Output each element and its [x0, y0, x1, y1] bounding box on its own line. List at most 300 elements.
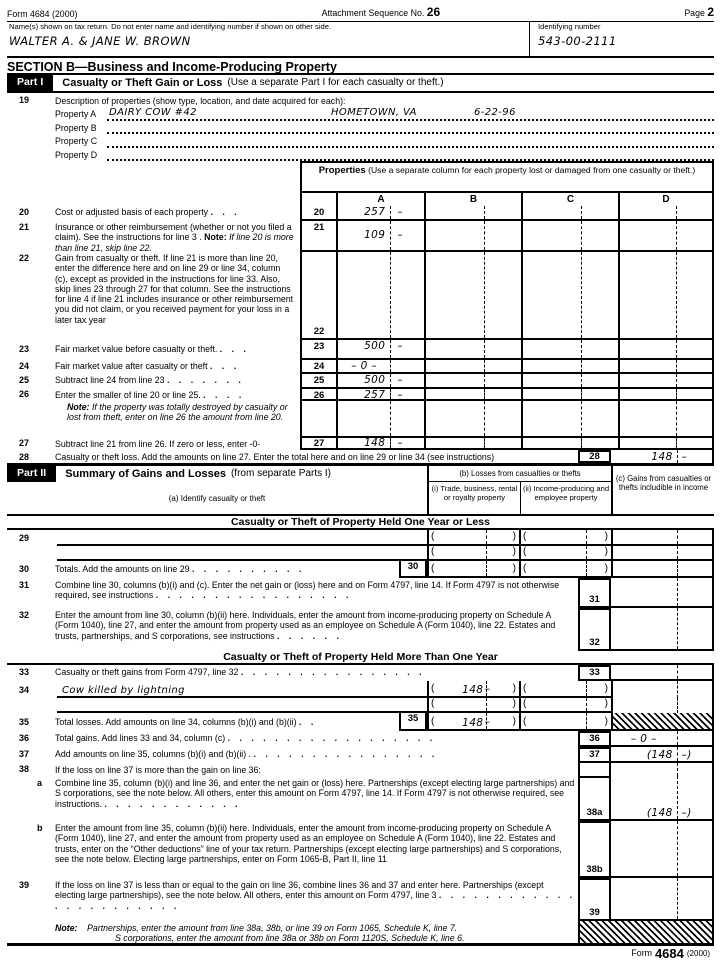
line-25-dots: . . . . . . . [167, 375, 242, 385]
open-paren: ( [431, 563, 435, 575]
line-36-box: 36 [578, 731, 611, 747]
cents-divider [426, 206, 485, 219]
line-23-a-dollars: 500 [338, 340, 391, 358]
line-33-row [7, 665, 714, 681]
identifying-number-value: 543-00-2111 [538, 33, 617, 48]
line-20-a-dollars: 257 [338, 206, 391, 219]
cents-divider [611, 665, 678, 679]
cents-divider [523, 206, 582, 219]
cents-divider [620, 340, 677, 358]
cents-divider [613, 681, 678, 698]
line-19 [7, 93, 714, 107]
cents-divider [611, 821, 678, 876]
cents-divider [426, 438, 485, 448]
line-34-b1-1[interactable] [427, 681, 519, 698]
cents-divider [611, 578, 678, 606]
open-paren: ( [523, 546, 527, 558]
line-27-amount-b[interactable] [424, 438, 521, 448]
line-34-b2-1[interactable] [519, 681, 611, 698]
line-21-amount-b[interactable] [424, 221, 521, 250]
line-30-row [7, 561, 714, 578]
line-27-number: 27 [19, 438, 30, 448]
line-29-b2-1[interactable] [519, 530, 611, 546]
line-36-number: 36 [19, 733, 30, 743]
line-24-desc [7, 360, 300, 374]
open-paren: ( [523, 698, 527, 710]
line-32-box: 32 [578, 608, 611, 651]
line-37-dollars: (148 [611, 747, 678, 761]
open-paren: ( [523, 563, 527, 575]
cents-divider [426, 389, 485, 399]
bottom-note-row [7, 921, 714, 946]
line-25-a-dollars: 500 [338, 374, 391, 387]
cents-divider [523, 252, 582, 338]
line-35-row [7, 713, 714, 731]
line-37-text: Add amounts on line 35, columns (b)(i) and (b)(ii) . [55, 749, 252, 759]
line-27-row [7, 438, 714, 450]
line-25-box: 25 [300, 374, 336, 387]
line-38-row [7, 763, 714, 776]
line-34-entry: Cow killed by lightning [62, 685, 185, 697]
column-header-spacer [300, 193, 336, 206]
line-20-number: 20 [19, 207, 30, 217]
line-36-dollars: – 0 – [611, 731, 678, 745]
line-27-cells [300, 438, 714, 450]
line-35-text: Total losses. Add amounts on line 34, columns (b)(i) and (b)(ii) [55, 717, 297, 727]
line-22-amount-a[interactable] [336, 252, 424, 338]
cents-divider [620, 252, 677, 338]
line-39-dots: . . . . . . . . . . . . . . . . . . . . . . . [55, 890, 574, 911]
line-26-amount-b[interactable] [424, 389, 521, 399]
line-35-c-hatched [611, 713, 714, 731]
line-38-number: 38 [19, 764, 30, 774]
line-22-cells [300, 252, 714, 340]
part1-title: Casualty or Theft Gain or Loss [62, 76, 223, 89]
identifying-number-block [529, 22, 714, 56]
line-22-box: 22 [300, 252, 336, 338]
property-d-line[interactable] [107, 148, 714, 162]
line-20-amount-a[interactable] [336, 206, 424, 219]
cents-divider [426, 374, 485, 387]
line-25-amount-d[interactable] [618, 374, 714, 387]
column-header-b: B [424, 193, 521, 206]
spacer-d [618, 401, 714, 436]
line-29-c-1[interactable] [611, 530, 714, 546]
cents-divider [620, 374, 677, 387]
close-paren: ) [604, 546, 608, 558]
line-26-a-cents: – [397, 389, 403, 401]
line-34-b1-2[interactable] [427, 698, 519, 713]
line-38a-dots: . . . . . . . . . . . . [104, 798, 239, 809]
line-29-row-1 [7, 530, 714, 546]
line-34-identify-1[interactable] [7, 681, 427, 698]
line-26-number: 26 [19, 389, 30, 399]
line-38b-amount[interactable] [611, 821, 714, 878]
page-header [7, 6, 714, 22]
attachment-label: Attachment Sequence No. [321, 7, 425, 18]
property-b-line[interactable] [107, 121, 714, 135]
line-34-b1-cents: – [484, 682, 491, 695]
spacer-box [300, 401, 336, 436]
cents-divider [529, 698, 587, 711]
name-id-block [7, 22, 714, 58]
line-24-amount-a[interactable] [336, 360, 424, 372]
property-d-row [7, 148, 714, 162]
cents-divider [620, 360, 677, 372]
line-27-box: 27 [300, 438, 336, 448]
footer-form-year: (2000) [686, 948, 710, 958]
cents-divider [529, 713, 587, 729]
band-one-year-or-less: Casualty or Theft of Property Held One Year or Less [7, 516, 714, 530]
line-38-corridor-box [578, 763, 611, 776]
line-25-amount-c[interactable] [521, 374, 618, 387]
line-26-dots: . . . . [203, 390, 243, 400]
bottom-hatched-area [578, 921, 714, 943]
part1-subtitle: (Use a separate Part I for each casualty or theft.) [227, 77, 444, 89]
cents-divider [523, 221, 582, 250]
line-39-box: 39 [578, 878, 611, 921]
line-39-amount[interactable] [611, 878, 714, 921]
identifying-number-label: Identifying number [538, 22, 601, 31]
cents-divider [529, 530, 587, 544]
line-35-b2[interactable] [519, 713, 611, 731]
line-36-amount[interactable] [611, 731, 714, 747]
line-28-desc [7, 450, 578, 463]
line-29-b2-2[interactable] [519, 546, 611, 561]
line-24-dots: . . . [210, 361, 238, 371]
line-35-dots: . . [299, 717, 315, 727]
line-30-box: 30 [399, 559, 427, 578]
line-27-desc [7, 438, 300, 450]
line-37-cents: –) [681, 748, 692, 761]
line-38b-desc [7, 821, 578, 878]
property-b-row [7, 121, 714, 135]
line-34-b2-2[interactable] [519, 698, 611, 713]
line-31-desc [7, 578, 578, 608]
line-21-box: 21 [300, 221, 336, 250]
page-number: 2 [707, 4, 714, 19]
line-35-b1-cents: – [484, 715, 491, 728]
column-a-header: (a) Identify casualty or theft [168, 494, 266, 504]
line-31-amount[interactable] [611, 578, 714, 608]
close-paren: ) [512, 563, 516, 575]
property-a-location: HOMETOWN, VA [331, 106, 417, 118]
open-paren: ( [523, 683, 527, 695]
line-34-c-2[interactable] [611, 698, 714, 713]
line-23-row [7, 340, 714, 360]
open-paren: ( [431, 716, 435, 728]
line-26-amount-a[interactable] [336, 389, 424, 399]
line-20-amount-b[interactable] [424, 206, 521, 219]
cents-area [582, 206, 618, 219]
line-20-amount-c[interactable] [521, 206, 618, 219]
line-24-amount-c[interactable] [521, 360, 618, 372]
line-19-number: 19 [19, 95, 30, 105]
line-29-b1-1[interactable] [427, 530, 519, 546]
line-26-spacer-cells [300, 401, 714, 438]
line-25-amount-a[interactable] [336, 374, 424, 387]
part2-badge: Part II [7, 466, 56, 481]
close-paren: ) [512, 546, 516, 558]
property-a-label: Property A [55, 109, 97, 120]
line-29-c-2[interactable] [611, 546, 714, 561]
line-26-desc [7, 389, 300, 401]
line-33-amount[interactable] [611, 665, 714, 681]
line-38a-box: 38a [578, 776, 611, 821]
line-38a-letter: a [37, 778, 43, 788]
cents-divider [620, 438, 677, 448]
line-23-dots: . . . [219, 344, 248, 354]
line-25-text: Subtract line 24 from line 23 [55, 375, 165, 385]
cents-area [677, 206, 712, 219]
line-20-row [7, 206, 714, 221]
property-a-date: 6-22-96 [474, 106, 516, 118]
line-24-amount-d[interactable] [618, 360, 714, 372]
close-paren: ) [512, 716, 516, 728]
line-39-text: If the loss on line 37 is less than or equal to the gain on line 36, combine lines 36 and 37 and enter here. Partnerships (except electing large partnerships), see the note below. All others, enter this amount on Form 4797, line 3 [55, 880, 544, 901]
cents-divider [523, 438, 582, 448]
open-paren: ( [523, 531, 527, 543]
line-33-dots: . . . . . . . . . . . . . . . . [240, 667, 423, 677]
line-24-amount-b[interactable] [424, 360, 521, 372]
line-21-text: Insurance or other reimbursement (whether or not you filed a claim). See the instructions for line 3 . [55, 222, 292, 243]
line-34-identify-2[interactable] [7, 698, 427, 713]
property-a-line[interactable] [107, 107, 714, 121]
line-21-number: 21 [19, 222, 30, 232]
line-26-amount-d[interactable] [618, 389, 714, 399]
properties-table-header [300, 161, 714, 191]
footer-form-number: 4684 [654, 945, 684, 961]
line-34-c-1[interactable] [611, 681, 714, 698]
line-35-b1[interactable] [427, 713, 519, 731]
line-21-cells [300, 221, 714, 252]
line-21-amount-a[interactable] [336, 221, 424, 250]
page-footer [7, 946, 714, 961]
taxpayer-name: WALTER A. & JANE W. BROWN [9, 33, 191, 48]
line-37-number: 37 [19, 749, 30, 759]
open-paren: ( [431, 698, 435, 710]
line-27-a-cents: – [397, 437, 403, 449]
line-21-row [7, 221, 714, 252]
line-35-number: 35 [19, 717, 30, 727]
line-26-note-block [7, 401, 300, 438]
line-33-box: 33 [578, 665, 611, 681]
line-31-text: Combine line 30, columns (b)(i) and (c). Enter the net gain or (loss) here and on Form 4797, line 14. If Form 4797 is not otherwise required, see instructions [55, 580, 560, 601]
name-label: Name(s) shown on tax return. Do not enter name and identifying number if shown on other side. [9, 22, 332, 31]
cents-divider [426, 252, 485, 338]
cents-divider [620, 206, 677, 219]
open-paren: ( [523, 716, 527, 728]
part2-left-header [7, 466, 427, 514]
band-more-than-one-year: Casualty or Theft of Property Held More Than One Year [7, 651, 714, 665]
cents-divider [338, 252, 391, 338]
line-37-dots: . . . . . . . . . . . . . . . . [253, 749, 436, 759]
close-paren: ) [604, 716, 608, 728]
line-32-dots: . . . . . . [277, 630, 340, 641]
cents-divider [611, 608, 678, 649]
line-20-text: Cost or adjusted basis of each property [55, 207, 209, 217]
line-29-identify-1[interactable] [7, 530, 427, 546]
line-28-row [7, 450, 714, 466]
part2-header-bar [7, 466, 427, 482]
line-34-row-2 [7, 698, 714, 713]
line-36-row [7, 731, 714, 747]
line-31-number: 31 [19, 580, 30, 590]
cents-divider [523, 360, 582, 372]
line-32-number: 32 [19, 610, 30, 620]
line-36-desc [7, 731, 578, 747]
cents-divider [338, 401, 391, 436]
cents-divider [529, 561, 587, 576]
properties-header-title: Properties [318, 165, 366, 176]
line-22-amount-c[interactable] [521, 252, 618, 338]
line-32-desc [7, 608, 578, 651]
line-26-row [7, 389, 714, 401]
cents-divider [613, 546, 678, 559]
close-paren: ) [512, 698, 516, 710]
column-b1-header: (i) Trade, business, rental or royalty property [431, 484, 518, 502]
line-30-number: 30 [19, 564, 30, 574]
line-26-a-dollars: 257 [338, 389, 391, 399]
line-30-b1[interactable] [427, 561, 519, 578]
line-22-amount-d[interactable] [618, 252, 714, 338]
line-26-cells [300, 389, 714, 401]
line-38a-row [7, 776, 714, 821]
property-c-line[interactable] [107, 134, 714, 148]
line-29-number: 29 [19, 533, 30, 543]
line-38a-amount[interactable] [611, 776, 714, 821]
line-23-amount-d[interactable] [618, 340, 714, 358]
line-28-amount[interactable] [611, 450, 714, 463]
line-30-dots: . . . . . . . . . . [191, 564, 303, 574]
line-21-note-label: Note: [204, 232, 227, 243]
line-22-row [7, 252, 714, 340]
line-25-amount-b[interactable] [424, 374, 521, 387]
form-id: Form 4684 (2000) [7, 8, 78, 19]
column-b2-header: (ii) Income-producing and employee property [520, 482, 611, 516]
cents-divider [613, 561, 678, 576]
line-30-c[interactable] [611, 561, 714, 578]
line-36-text: Total gains. Add lines 33 and 34, column (c) [55, 733, 226, 743]
line-20-a-cents: – [397, 206, 403, 218]
line-38-desc [7, 763, 578, 776]
line-26-note-row [7, 401, 714, 438]
cents-divider [437, 546, 487, 559]
line-34-b1-dollars: 148 [437, 681, 487, 696]
line-32-text: Enter the amount from line 30, column (b)(ii) here. Individuals, enter the amount from income-producing property on Schedule A (Form 1040), line 27, and enter the amount from property used as an employee on Schedule A (Form 1040), line 22. Estates and trusts, partnerships, and S corporations, see instructions [55, 610, 556, 641]
spacer-a [336, 401, 424, 436]
part2-title: Summary of Gains and Losses [65, 467, 226, 480]
line-33-desc [7, 665, 578, 681]
part1-header-bar [7, 75, 714, 93]
line-34-number: 34 [19, 685, 30, 695]
line-22-desc [7, 252, 300, 340]
line-29-b1-2[interactable] [427, 546, 519, 561]
line-30-text: Totals. Add the amounts on line 29 [55, 564, 190, 574]
line-39-row [7, 878, 714, 921]
line-23-amount-b[interactable] [424, 340, 521, 358]
property-b-label: Property B [55, 122, 97, 133]
line-28-text: Casualty or theft loss. Add the amounts on line 27. Enter the total here and on line 29 or line 34 (see instructions) [55, 452, 495, 462]
line-32-amount[interactable] [611, 608, 714, 651]
column-b-subheaders [429, 482, 611, 516]
properties-header-note: (Use a separate column for each property lost or damaged from one casualty or theft.) [368, 165, 696, 175]
line-31-row [7, 578, 714, 608]
line-27-amount-d[interactable] [618, 438, 714, 448]
line-24-number: 24 [19, 361, 30, 371]
close-paren: ) [604, 531, 608, 543]
note-line-2: S corporations, enter the amount from line 38a or 38b on Form 1120S, Schedule K, line 6. [115, 933, 465, 944]
line-26-amount-c[interactable] [521, 389, 618, 399]
line-25-row [7, 374, 714, 389]
column-header-d: D [618, 193, 714, 206]
line-29-identify-2[interactable] [7, 546, 427, 561]
line-27-amount-a[interactable] [336, 438, 424, 448]
line-21-a-dollars: 109 [338, 221, 391, 250]
line-25-a-cents: – [397, 374, 403, 386]
line-21-amount-c[interactable] [521, 221, 618, 250]
cents-divider [426, 221, 485, 250]
close-paren: ) [604, 563, 608, 575]
line-28-cents: – [681, 450, 688, 463]
cents-divider [523, 374, 582, 387]
line-38a-text: Combine line 35, column (b)(i) and line 36, and enter the net gain or (loss) here. Partnerships (except electing large partnerships) and S corporations, see the note below. All others, enter this amount on Form 4797, line 14. If Form 4797 is not otherwise required, see instructions. [55, 778, 575, 809]
line-25-desc [7, 374, 300, 389]
line-38b-row [7, 821, 714, 878]
line-38b-text: Enter the amount from line 35, column (b)(ii) here. Individuals, enter the amount from income-producing property on Schedule A (Form 1040), line 27, and enter the amount from property used as an employee on Schedule A (Form 1040), line 22. Estates and trusts, enter on the “Other deductions” line of your tax return. Partnerships (except electing large partnerships) and S corporations, see the note below. Electing large partnerships, enter on Form 1065-B, Part II, line 11 [55, 823, 562, 864]
line-27-amount-c[interactable] [521, 438, 618, 448]
line-38b-letter: b [37, 823, 43, 833]
property-a-row [7, 107, 714, 121]
line-22-amount-b[interactable] [424, 252, 521, 338]
cents-divider [611, 878, 678, 919]
line-26-box: 26 [300, 389, 336, 399]
line-21-amount-d[interactable] [618, 221, 714, 250]
property-d-label: Property D [55, 149, 98, 160]
line-28-dollars: 148 [611, 450, 678, 463]
line-23-number: 23 [19, 344, 30, 354]
line-26-note-label: Note: [67, 402, 90, 412]
attachment-sequence [322, 5, 441, 19]
line-35-desc [7, 713, 427, 731]
open-paren: ( [431, 546, 435, 558]
line-23-amount-c[interactable] [521, 340, 618, 358]
cents-divider [426, 401, 485, 436]
line-23-box: 23 [300, 340, 336, 358]
line-32-row [7, 608, 714, 651]
line-33-number: 33 [19, 667, 30, 677]
line-21-note: If line 20 is more than line 21, skip line 22. [55, 232, 294, 253]
line-39-number: 39 [19, 880, 30, 890]
line-37-desc [7, 747, 578, 763]
line-23-a-cents: – [397, 340, 403, 352]
name-block [7, 22, 529, 56]
column-header-c: C [521, 193, 618, 206]
cents-divider [613, 698, 678, 713]
line-27-text: Subtract line 21 from line 26. If zero or less, enter -0- [55, 439, 261, 449]
close-paren: ) [604, 683, 608, 695]
note-line-1: Partnerships, enter the amount from line 38a, 38b, or line 39 on Form 1065, Schedule K, line 7. [87, 923, 458, 933]
page-label: Page [684, 7, 705, 18]
line-23-amount-a[interactable] [336, 340, 424, 358]
line-24-a-dollars: – 0 – [338, 360, 391, 372]
line-30-b2[interactable] [519, 561, 611, 578]
line-37-amount[interactable] [611, 747, 714, 763]
line-20-amount-d[interactable] [618, 206, 714, 219]
cents-divider [620, 401, 677, 436]
bottom-note [7, 921, 578, 943]
line-20-cells [300, 206, 714, 221]
